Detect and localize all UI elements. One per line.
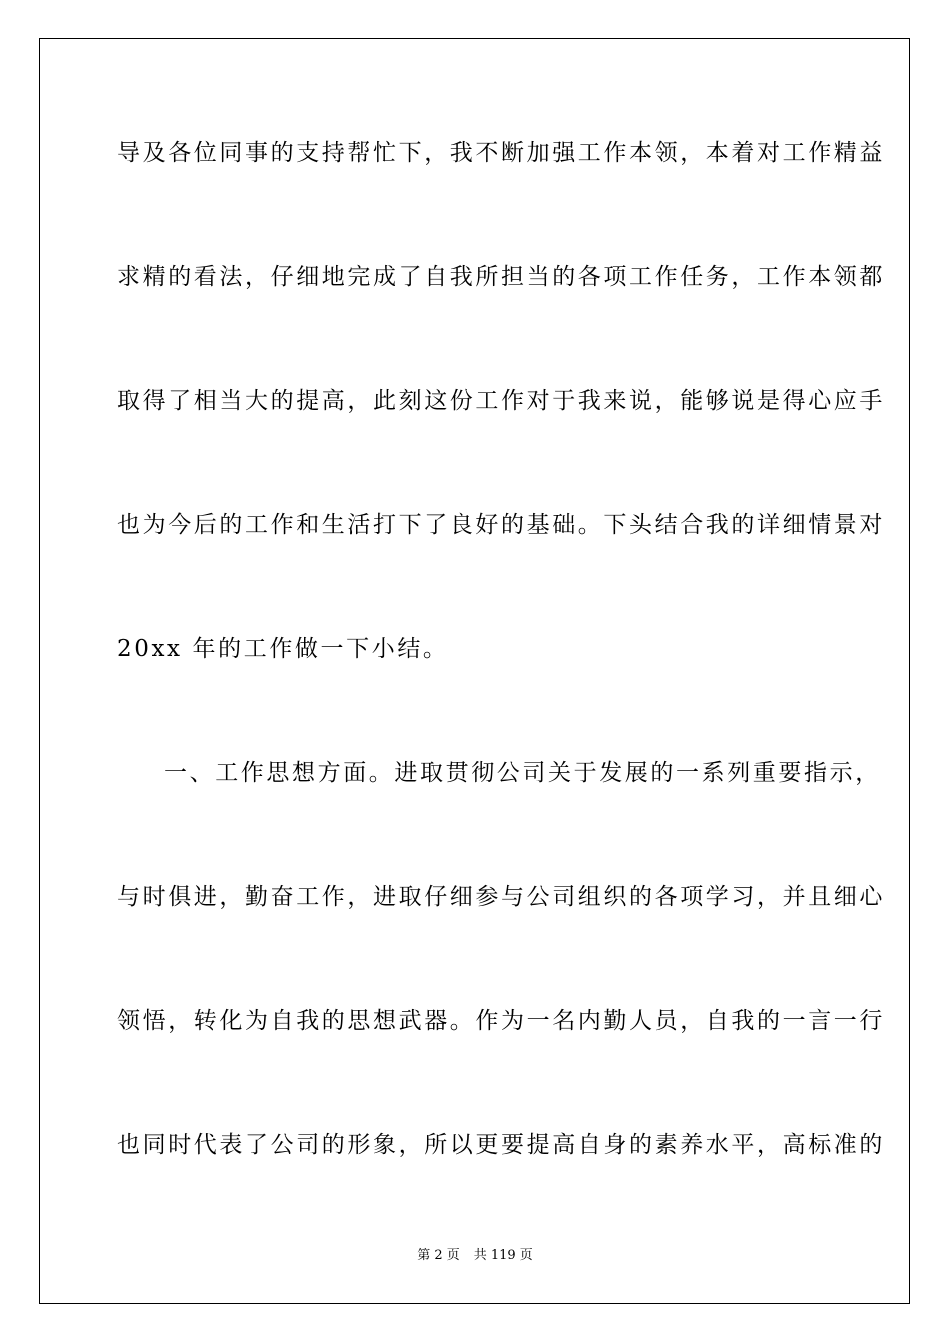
body-line-5: 20xx 年的工作做一下小结。	[117, 636, 449, 662]
paragraph-heading-line: 一、工作思想方面。进取贯彻公司关于发展的一系列重要指示，	[164, 760, 881, 786]
body-line-1: 导及各位同事的支持帮忙下，我不断加强工作本领，本着对工作精益	[117, 140, 885, 166]
body-line-3: 取得了相当大的提高，此刻这份工作对于我来说，能够说是得心应手	[117, 388, 885, 414]
page-number: 第 2 页	[417, 1248, 460, 1263]
page-total: 共 119 页	[473, 1248, 533, 1263]
body-line-9: 也同时代表了公司的形象，所以更要提高自身的素养水平，高标准的	[117, 1132, 885, 1158]
page-footer	[0, 1247, 950, 1265]
body-line-4: 也为今后的工作和生活打下了良好的基础。下头结合我的详细情景对	[117, 512, 885, 538]
body-line-8: 领悟，转化为自我的思想武器。作为一名内勤人员，自我的一言一行	[117, 1008, 885, 1034]
body-line-7: 与时俱进，勤奋工作，进取仔细参与公司组织的各项学习，并且细心	[117, 884, 885, 910]
body-line-2: 求精的看法，仔细地完成了自我所担当的各项工作任务，工作本领都	[117, 264, 885, 290]
page-border	[39, 38, 910, 1304]
